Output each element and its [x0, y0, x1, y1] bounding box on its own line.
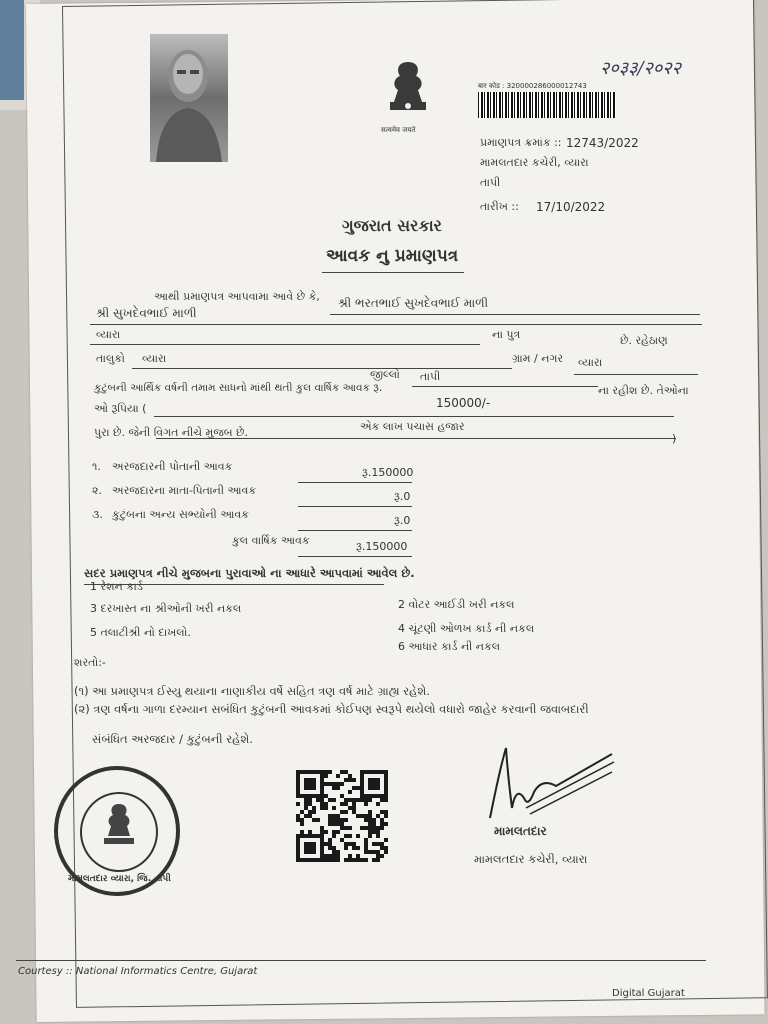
income-row-underline — [298, 482, 412, 483]
applicant-name: શ્રી ભરતભાઈ સુખદેવભાઈ માળી — [338, 296, 488, 310]
rupees-suffix: ) — [672, 432, 677, 445]
gram-value: વ્યારા — [578, 356, 603, 369]
certificate-title: આવક નુ પ્રમાણપત્ર — [326, 246, 459, 266]
income-row-no: ૩. — [92, 508, 103, 521]
proof-item: 5 તલાટીશ્રી નો દાખલો. — [90, 626, 191, 639]
applicant-photo — [150, 34, 228, 162]
income-row-underline — [298, 506, 412, 507]
office-line1: મામલતદાર કચેરી, વ્યારા — [480, 156, 589, 169]
office-line2: તાપી — [480, 176, 501, 189]
proof-item: 1 રેશન કાર્ડ — [90, 580, 143, 593]
certificate-no-value: 12743/2022 — [566, 136, 639, 150]
national-emblem-icon — [378, 58, 438, 128]
barcode-label: बार कोड : 320000286000012743 — [478, 82, 587, 90]
certificate-no-label: પ્રમાણપત્ર ક્રમાંક :: — [480, 136, 562, 149]
details-line: પુરા છે. જેની વિગત નીચે મુજબ છે. — [94, 426, 249, 439]
income-suffix: ના રહીશ છે. તેઓના — [598, 384, 689, 397]
father-name: શ્રી સુખદેવભાઈ માળી — [96, 306, 197, 320]
income-row-underline — [298, 530, 412, 531]
income-line: કુટુંબની આર્થિક વર્ષની તમામ સાધનો માંથી થતી કુલ વાર્ષિક આવક રૂ. — [94, 382, 383, 394]
proof-item: 4 ચૂંટણી ઓળખ કાર્ડ ની નકલ — [398, 622, 535, 635]
income-row-no: ૧. — [92, 460, 101, 473]
residence-label: છે. રહેઠાણ — [620, 334, 668, 347]
income-row-label: અરજદારની પોતાની આવક — [112, 460, 233, 473]
son-label: ના પુત્ર — [492, 328, 521, 341]
note-1: (૧) આ પ્રમાણપત્ર ઈસ્યુ થયાના નાણાકીય વર્ષે સહિત ત્રણ વર્ષ માટે ગ્રાહ્ય રહેશે. — [74, 684, 430, 698]
date-value: 17/10/2022 — [536, 200, 606, 214]
income-row-underline — [298, 556, 412, 557]
income-row-label: અરજદારના માતા-પિતાની આવક — [112, 484, 257, 497]
background-object — [0, 0, 24, 100]
proof-item: 2 વોટર આઈડી ખરી નકલ — [398, 598, 515, 611]
income-row-label: કુટુંબના અન્ય સભ્યોની આવક — [112, 508, 249, 521]
emblem-caption: सत्यमेव जयते — [381, 126, 416, 134]
gram-label: ગ્રામ / નગર — [512, 352, 564, 365]
qr-code — [296, 770, 388, 862]
district-label: જીલ્લો — [370, 368, 400, 381]
proof-heading: સદર પ્રમાણપત્ર નીચે મુજબના પુરાવાઓ ના આધારે આપવામાં આવેલ છે. — [84, 566, 415, 580]
signature-icon — [486, 738, 616, 828]
handwritten-reference: २०३३/२०२२ — [600, 58, 681, 79]
income-row-no: ૨. — [92, 484, 102, 497]
income-value: 150000/- — [436, 396, 491, 410]
notes-heading: શરતો:- — [74, 656, 106, 669]
digital-gujarat-brand: Digital Gujarat — [612, 988, 685, 999]
district-value: તાપી — [420, 370, 441, 383]
barcode — [478, 92, 616, 118]
government-heading: ગુજરાત સરકાર — [342, 216, 442, 235]
proof-item: 3 દરખાસ્ત ના શ્રીઓની ખરી નકલ — [90, 602, 242, 615]
taluka-value: વ્યારા — [142, 352, 167, 365]
signatory-designation: મામલતદાર — [494, 824, 547, 838]
amount-in-words: એક લાખ પચાસ હજાર — [360, 420, 465, 433]
income-row-amount: રૂ.150000 — [362, 466, 414, 479]
signatory-office: મામલતદાર કચેરી, વ્યારા — [474, 852, 588, 866]
income-row-amount: રૂ.150000 — [356, 540, 408, 553]
income-row-amount: રૂ.0 — [394, 490, 411, 503]
official-stamp — [54, 766, 180, 896]
income-row-label: કુલ વાર્ષિક આવક — [232, 534, 310, 547]
stamp-text: મામલતદાર વ્યારા, જિ. તાપી — [68, 874, 171, 884]
proof-item: 6 આધાર કાર્ડ ની નકલ — [398, 640, 501, 653]
title-underline — [322, 272, 464, 273]
village-text: વ્યારા — [96, 328, 121, 341]
note-3: સંબંધિત અરજદાર / કુટુંબની રહેશે. — [92, 732, 253, 746]
rupees-prefix: ઓ રૂપિયા ( — [94, 402, 147, 415]
income-row-amount: રૂ.0 — [394, 514, 411, 527]
note-2: (૨) ત્રણ વર્ષના ગાળા દરમ્યાન સબંધિત કુટુંબની આવકમાં કોઈપણ સ્વરૂપે થયેલો વધારો જાહેર કરવાની જવાબદારી — [74, 702, 589, 716]
taluka-label: તાલુકો — [96, 352, 125, 365]
intro-text: આથી પ્રમાણપત્ર આપવામા આવે છે કે, — [154, 290, 320, 303]
date-label: તારીખ :: — [480, 200, 519, 213]
courtesy-text: Courtesy :: National Informatics Centre, Gujarat — [18, 966, 258, 977]
